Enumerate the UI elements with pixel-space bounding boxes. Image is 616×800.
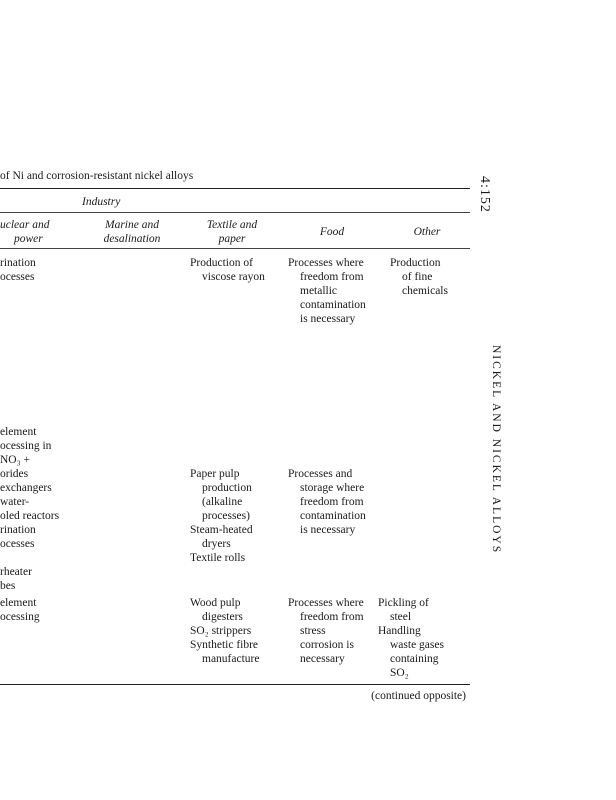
row2-nuclear-line: rheater [0, 566, 32, 578]
row1-food-line: metallic [300, 285, 338, 297]
row2-nuclear-line: exchangers [0, 482, 52, 494]
row1-food-line: is necessary [300, 313, 356, 325]
row1-textile [190, 256, 265, 284]
row3-nuclear [0, 596, 40, 624]
row2-nuclear [0, 425, 59, 593]
row2-nuclear-line: rination [0, 524, 36, 536]
header-food: Food [319, 226, 345, 238]
row3-other-line: SO₂ [390, 667, 409, 679]
row3-textile-line: Wood pulp [190, 597, 241, 609]
header-nuclear-line2: power [14, 233, 43, 245]
header-other: Other [413, 226, 441, 238]
row3-textile-line: digesters [202, 611, 243, 623]
row3-other [378, 596, 444, 680]
row2-nuclear-line: water- [0, 496, 30, 508]
row1-textile-line: viscose rayon [202, 271, 265, 283]
row3-food-line: Processes where [288, 597, 364, 609]
row1-food [288, 256, 366, 326]
row2-nuclear-line: ocesses [0, 538, 35, 550]
row2-food-line: contamination [300, 510, 366, 522]
row3-other-line: Handling [378, 625, 421, 637]
row1-nuclear [0, 256, 36, 284]
row3-textile-line: SO₂ strippers [190, 625, 252, 637]
bottom-rule [0, 684, 470, 685]
row2-textile-line: Steam-heated [190, 524, 253, 536]
row2-nuclear-line: element [0, 426, 37, 438]
row3-textile [190, 596, 259, 666]
running-head: NICKEL AND NICKEL ALLOYS [490, 345, 502, 555]
row1-other [390, 256, 448, 298]
row3-food [288, 596, 364, 666]
row3-food-line: stress [300, 625, 326, 637]
header-marine-line1: Marine and [105, 219, 159, 231]
table-caption: of Ni and corrosion-resistant nickel alloys [0, 170, 194, 182]
row2-textile [190, 467, 253, 565]
row2-food-line: storage where [300, 482, 365, 494]
row2-textile-line: Paper pulp [190, 468, 240, 480]
row2-food-line: is necessary [300, 524, 356, 536]
header-nuclear-line1: uclear and [0, 219, 50, 231]
header-marine-line2: desalination [103, 233, 161, 245]
row3-food-line: corrosion is [300, 639, 354, 651]
header-textile-line2: paper [218, 233, 246, 245]
row2-textile-line: production [202, 482, 252, 494]
row3-other-line: steel [390, 611, 412, 623]
row3-nuclear-line: element [0, 597, 37, 609]
row3-textile-line: Synthetic fibre [190, 639, 259, 651]
row3-nuclear-line: ocessing [0, 611, 40, 623]
industry-heading: Industry [82, 196, 121, 208]
row2-textile-line: processes) [202, 510, 250, 522]
row2-nuclear-line: oled reactors [0, 510, 60, 522]
row2-textile-line: Textile rolls [190, 552, 246, 564]
row1-food-line: freedom from [300, 271, 364, 283]
industry-rule [0, 212, 470, 213]
row1-nuclear-line: ocesses [0, 271, 35, 283]
page-number: 4:152 [477, 176, 492, 213]
row2-food-line: freedom from [300, 496, 364, 508]
row2-nuclear-line: bes [0, 580, 16, 592]
row2-food [288, 467, 366, 537]
row2-nuclear-line: NO₃ + [0, 454, 30, 466]
header-textile-line1: Textile and [206, 219, 258, 231]
row3-other-line: containing [390, 653, 439, 665]
row1-food-line: contamination [300, 299, 366, 311]
row3-textile-line: manufacture [202, 653, 260, 665]
row1-other-line: chemicals [402, 285, 448, 297]
row2-nuclear-line: orides [0, 468, 29, 480]
row1-other-line: of fine [402, 271, 433, 283]
row2-textile-line: (alkaline [202, 496, 243, 508]
row3-other-line: Pickling of [378, 597, 429, 609]
continued-note: (continued opposite) [371, 690, 466, 702]
row2-food-line: Processes and [288, 468, 353, 480]
row3-food-line: freedom from [300, 611, 364, 623]
row1-other-line: Production [390, 257, 441, 269]
row1-nuclear-line: rination [0, 257, 36, 269]
row1-textile-line: Production of [190, 257, 253, 269]
row2-textile-line: dryers [202, 538, 231, 550]
top-rule [0, 188, 470, 189]
row2-nuclear-line [0, 551, 59, 565]
row3-other-line: waste gases [390, 639, 444, 651]
header-bottom-rule [0, 248, 470, 249]
row1-food-line: Processes where [288, 257, 364, 269]
row3-food-line: necessary [300, 653, 345, 665]
row2-nuclear-line: ocessing in [0, 440, 52, 452]
